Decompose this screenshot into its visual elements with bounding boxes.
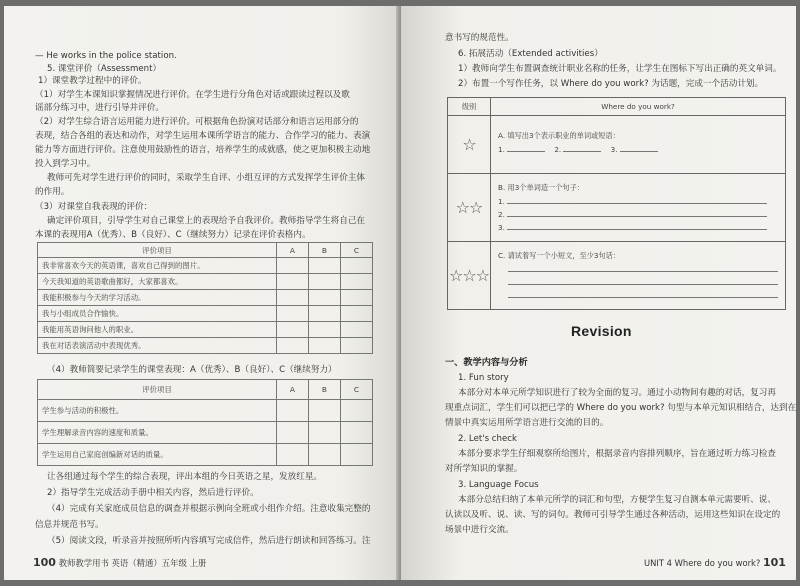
answer-line xyxy=(498,264,778,274)
extended-activity-table xyxy=(447,97,786,310)
text-line: （2）对学生综合语言运用能力进行评价。可根据角色扮演对话部分和语言运用部分的 xyxy=(35,117,359,127)
page-footer xyxy=(33,556,206,569)
footer-text: 教师教学用书 英语（精通）五年级 上册 xyxy=(58,558,207,568)
text-line: 认读以及听、说、读、写的词句。教师可引导学生通过各种活动，运用这些知识在设定的 xyxy=(445,510,781,520)
table-row: 我在对话表演活动中表现优秀。 xyxy=(38,338,277,354)
answer-line: 3. xyxy=(498,222,778,232)
table-row: 学生参与活动的积极性。 xyxy=(38,400,277,422)
teacher-assessment-table xyxy=(37,379,373,466)
text-line: 2）指导学生完成活动手册中相关内容，然后进行评价。 xyxy=(47,488,259,498)
text-line: 1）教师向学生布置调查统计职业名称的任务，让学生在图标下写出正确的英文单词。 xyxy=(458,64,782,74)
text-line: 表现，结合各组的表达和动作，对学生运用本课所学语言的能力、合作学习的能力、表演 xyxy=(35,131,371,141)
text-line: 场景中进行交流。 xyxy=(445,525,514,535)
page-number: 100 xyxy=(33,556,56,569)
table-row: 今天我知道的英语歌曲都好，大家都喜欢。 xyxy=(38,274,277,290)
table-row: 我能用英语询问他人的职业。 xyxy=(38,322,277,338)
text-line: — He works in the police station. xyxy=(35,51,177,61)
footer-text: UNIT 4 Where do you work? xyxy=(644,558,761,568)
text-line: 对所学知识的掌握。 xyxy=(445,464,523,474)
text-line: 的作用。 xyxy=(35,187,70,197)
task-instruction: A. 填写出3个表示职业的单词或短语： xyxy=(498,131,620,140)
table-header: A xyxy=(277,243,309,258)
table-header: C xyxy=(340,243,372,258)
table-row: 学生理解录音内容的速度和质量。 xyxy=(38,422,277,444)
text-line: （4）教师简要记录学生的课堂表现：A（优秀）、B（良好）、C（继续努力） xyxy=(47,365,337,375)
text-line: 能力等方面进行评价。注意使用鼓励性的语言，培养学生的成就感，使之更加积极主动地 xyxy=(35,145,371,155)
table-row: 学生运用自己家庭创编新对话的质量。 xyxy=(38,444,277,466)
subheading: 1. Fun story xyxy=(458,373,509,383)
answer-line xyxy=(498,290,778,300)
text-line: 本部分对本单元所学知识进行了较为全面的复习。通过小动物间有趣的对话，复习再 xyxy=(458,388,776,398)
text-line: （3）对课堂自我表现的评价： xyxy=(35,202,153,212)
text-line: 确定评价项目，引导学生对自己课堂上的表现给予自我评价。教师指导学生将自己在 xyxy=(47,216,365,226)
star-icon: ☆ xyxy=(448,116,491,174)
text-line: 2）布置一个写作任务，以 Where do you work? 为话题，完成一个活动计划。 xyxy=(458,79,764,89)
table-header: C xyxy=(340,380,372,400)
text-line: 本部分总结归纳了本单元所学的词汇和句型，方便学生复习自测本单元需要听、说、 xyxy=(458,495,776,505)
table-row: 我能积极参与今天的学习活动。 xyxy=(38,290,277,306)
right-page xyxy=(401,6,796,580)
task-instruction: B. 用3个单词造一个句子： xyxy=(498,183,584,192)
answer-line: 1. xyxy=(498,196,778,206)
left-page xyxy=(4,6,400,580)
table-header: B xyxy=(308,243,340,258)
section-heading: 一、教学内容与分析 xyxy=(445,357,528,368)
self-assessment-table xyxy=(37,242,373,354)
star-icon: ☆☆☆ xyxy=(448,242,491,310)
table-row: 我非常喜欢今天的英语课，喜欢自己得到的图片。 xyxy=(38,258,277,274)
text-line: 让各组通过每个学生的综合表现，评出本组的今日英语之星，发放红星。 xyxy=(47,472,323,482)
table-row: 我与小组成员合作愉快。 xyxy=(38,306,277,322)
page-footer xyxy=(644,556,786,569)
text-line: 本课的表现用A（优秀）、B（良好）、C（继续努力）记录在评价表格内。 xyxy=(35,230,311,240)
answer-blanks: 1. 2. 3. xyxy=(498,144,778,154)
table-header: B xyxy=(308,380,340,400)
text-line: （4）完成有关家庭成员信息的调查并根据示例向全班或小组作介绍。注意收集完整的 xyxy=(47,504,371,514)
text-line: 5. 课堂评价（Assessment） xyxy=(47,64,162,74)
text-line: 教师可先对学生进行评价的同时，采取学生自评、小组互评的方式发挥学生评价主体 xyxy=(47,173,365,183)
table-header: 评价项目 xyxy=(38,243,277,258)
answer-line xyxy=(498,277,778,287)
text-line: 谣部分练习中，进行引导并评价。 xyxy=(35,103,164,113)
task-instruction: C. 请试着写一个小短文，至少3句话： xyxy=(498,251,621,260)
text-line: 6. 拓展活动（Extended activities） xyxy=(458,49,603,59)
text-line: （1）对学生本课知识掌握情况进行评价。在学生进行分角色对话或跟读过程以及歌 xyxy=(35,90,350,100)
subheading: 2. Let's check xyxy=(458,434,517,444)
table-header: A xyxy=(277,380,309,400)
subheading: 3. Language Focus xyxy=(458,480,539,490)
text-line: 1）课堂教学过程中的评价。 xyxy=(38,76,147,86)
text-line: 信息并规范书写。 xyxy=(35,520,104,530)
topic-column-header: Where do you work? xyxy=(491,98,786,116)
answer-line: 2. xyxy=(498,209,778,219)
text-line: 现重点词汇，学生们可以把已学的 Where do you work? 句型与本单元知识相结合，达到在 xyxy=(445,403,796,413)
text-line: 本部分要求学生仔细观察所给图片，根据录音内容排列顺序，旨在通过听力练习检查 xyxy=(458,449,776,459)
star-icon: ☆☆ xyxy=(448,174,491,242)
text-line: 情景中真实运用所学语言进行交流的目的。 xyxy=(445,418,609,428)
text-line: 意书写的规范性。 xyxy=(445,33,514,43)
table-header: 评价项目 xyxy=(38,380,277,400)
text-line: 投入到学习中。 xyxy=(35,159,96,169)
text-line: （5）阅读文段，听录音并按照所听内容填写完成信件，然后进行朗读和回答练习。注 xyxy=(47,536,371,546)
revision-title: Revision xyxy=(571,323,632,339)
page-number: 101 xyxy=(763,556,786,569)
level-column-header: 级别 xyxy=(448,98,491,116)
